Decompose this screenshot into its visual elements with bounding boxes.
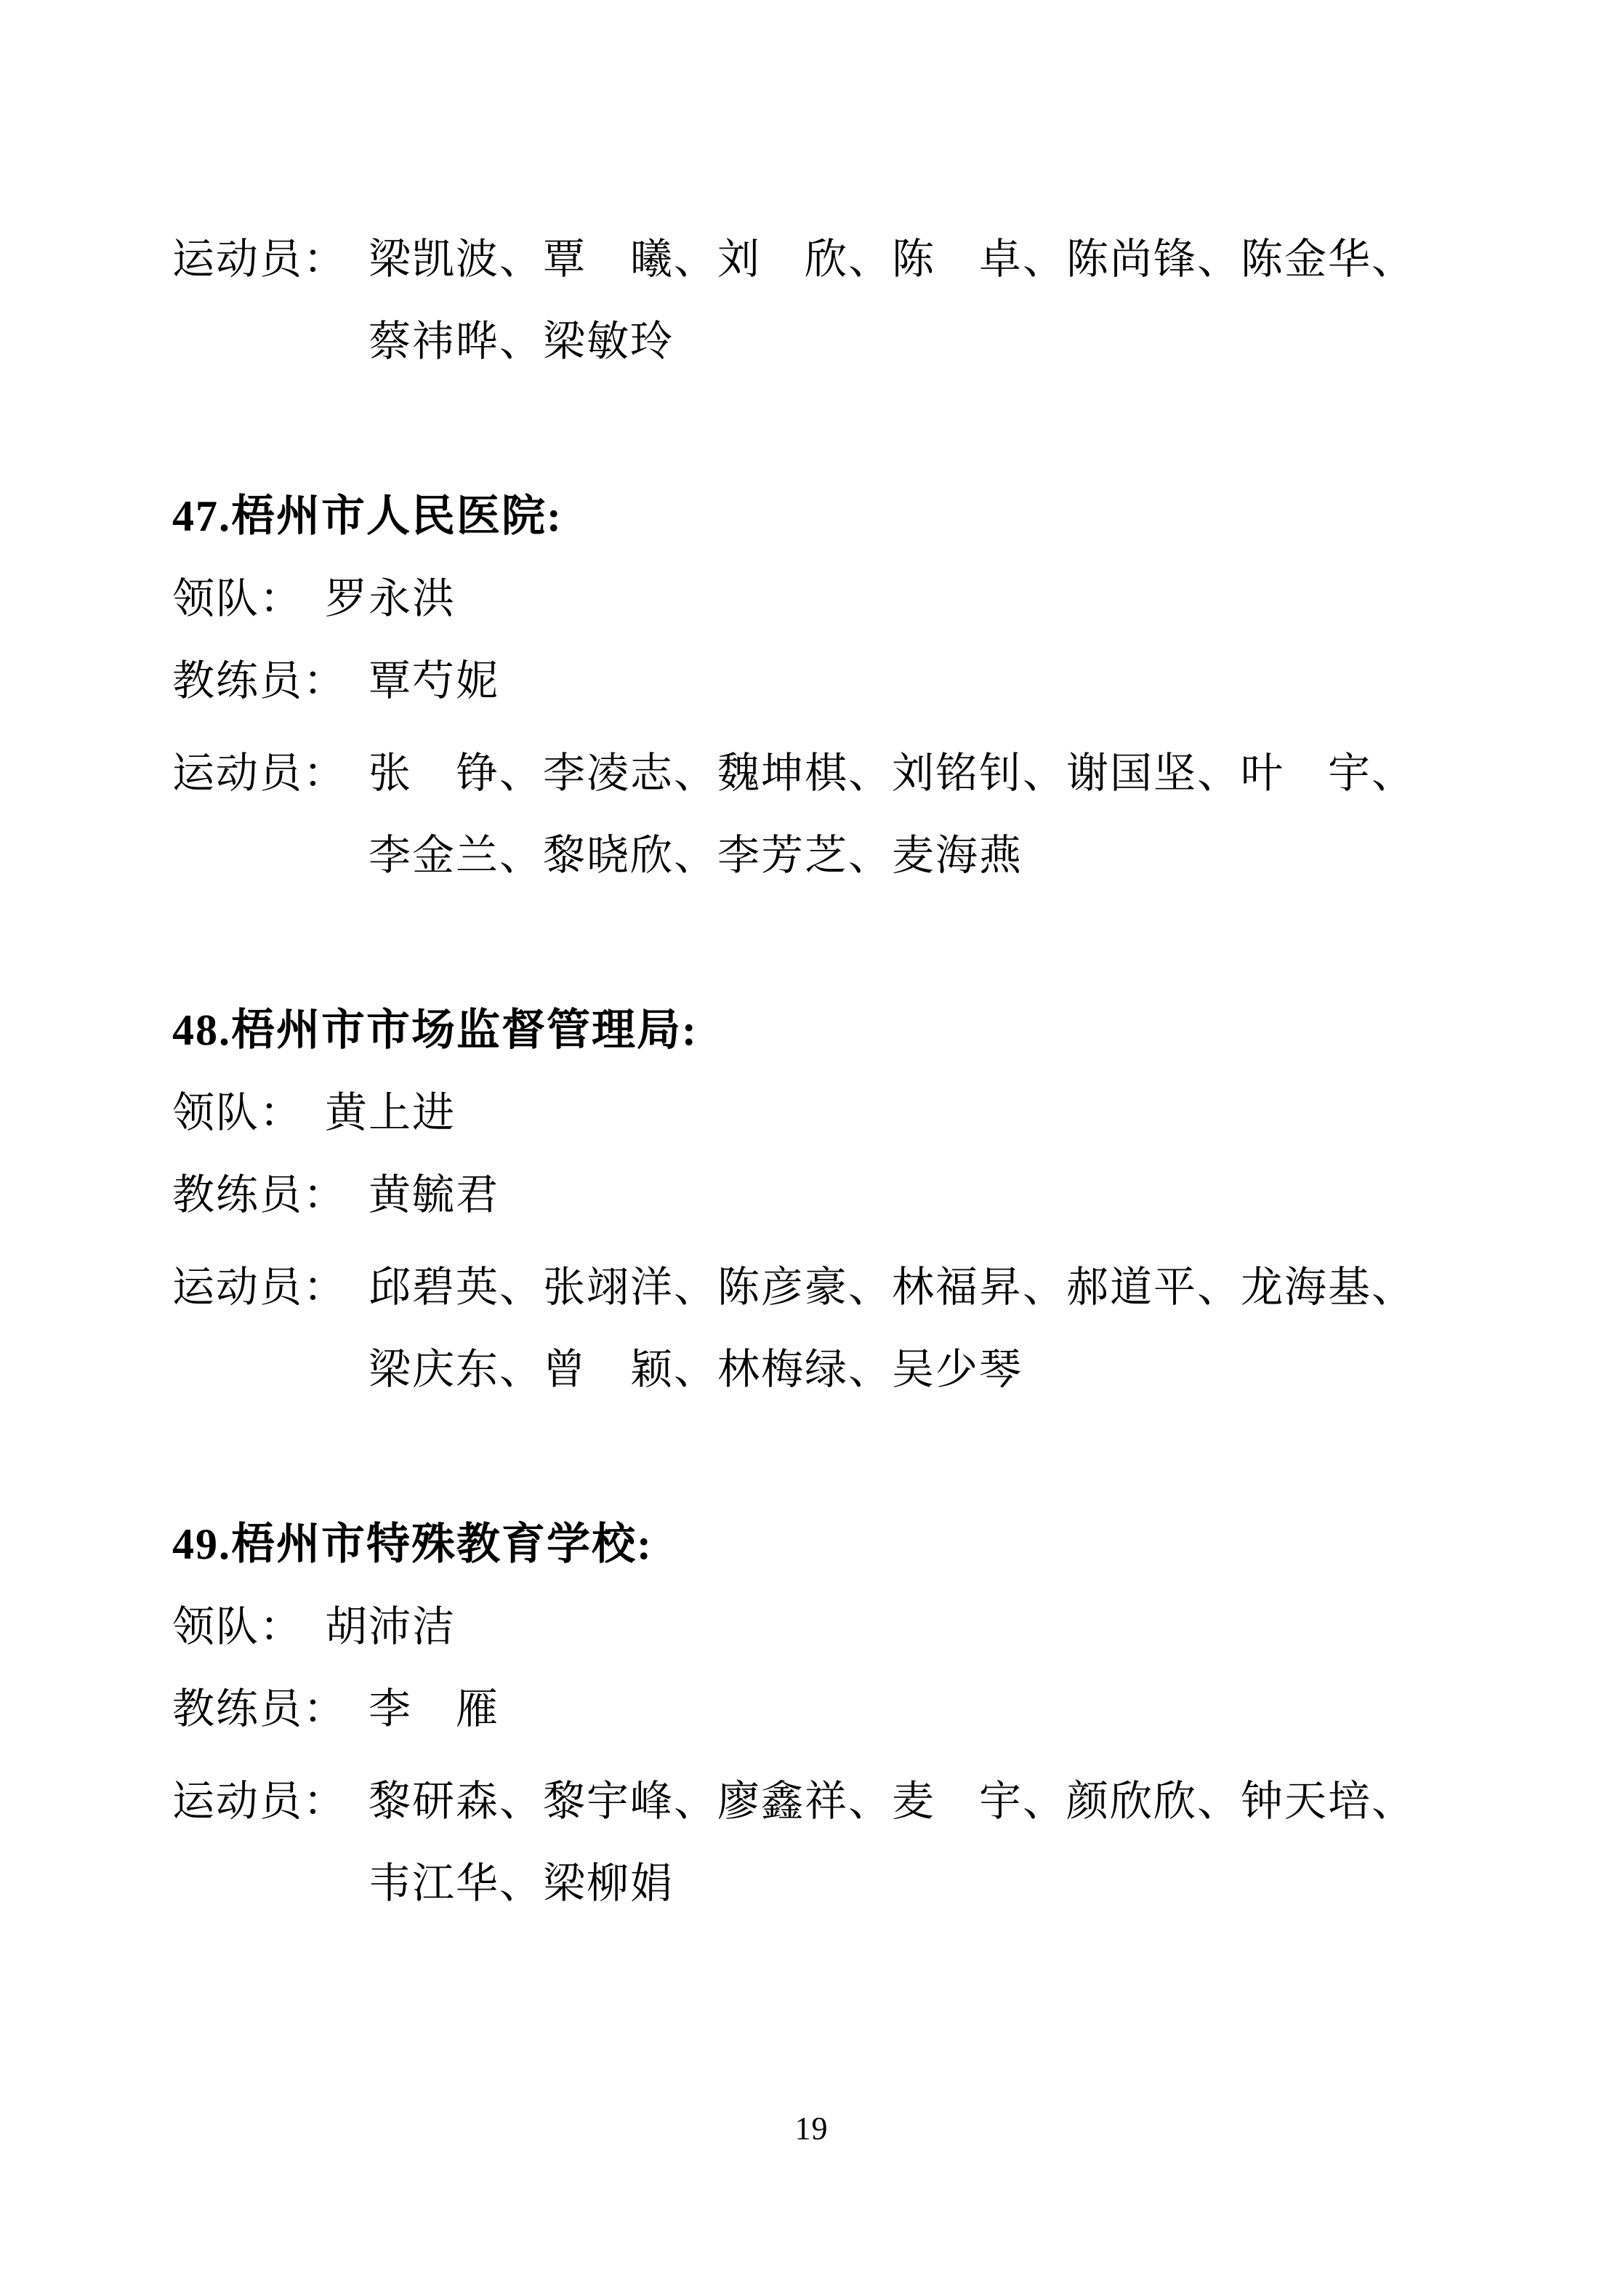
athletes-line-wrap bbox=[172, 814, 1441, 896]
athletes-names: 李金兰、黎晓欣、李芳芝、麦海燕 bbox=[369, 832, 1023, 879]
athletes-names: 邱碧英、张翊洋、陈彦豪、林福昇、郝道平、龙海基、 bbox=[369, 1264, 1416, 1311]
team-title: 49.梧州市特殊教育学校: bbox=[172, 1520, 653, 1568]
page-number: 19 bbox=[794, 2111, 829, 2146]
athletes-line bbox=[172, 732, 1441, 814]
athletes-label: 运动员： bbox=[172, 750, 347, 797]
leader-name: 罗永洪 bbox=[325, 575, 456, 622]
coach-name: 黄毓君 bbox=[369, 1171, 500, 1219]
coach-label: 教练员： bbox=[172, 1685, 347, 1733]
athletes-paragraph-continuation bbox=[172, 218, 1441, 382]
coach-label: 教练员： bbox=[172, 1171, 347, 1219]
leader-label: 领队： bbox=[172, 1089, 304, 1136]
athletes-names: 蔡祎晔、梁敏玲 bbox=[369, 318, 674, 365]
coach-name: 覃芍妮 bbox=[369, 657, 500, 705]
athletes-label: 运动员： bbox=[172, 1264, 347, 1311]
leader-line bbox=[172, 1586, 1441, 1668]
coach-name: 李 雁 bbox=[369, 1685, 500, 1733]
athletes-label: 运动员： bbox=[172, 1778, 347, 1825]
leader-label: 领队： bbox=[172, 575, 304, 622]
athletes-paragraph bbox=[172, 1246, 1441, 1410]
athletes-line bbox=[172, 1760, 1441, 1842]
athletes-line-wrap bbox=[172, 1328, 1441, 1410]
coach-line bbox=[172, 1668, 1441, 1750]
athletes-label: 运动员： bbox=[172, 236, 347, 283]
leader-name: 胡沛洁 bbox=[325, 1603, 456, 1650]
team-section-48 bbox=[172, 990, 1441, 1410]
coach-label: 教练员： bbox=[172, 657, 347, 705]
athletes-paragraph bbox=[172, 732, 1441, 896]
leader-name: 黄上进 bbox=[325, 1089, 456, 1136]
leader-line bbox=[172, 558, 1441, 640]
athletes-paragraph bbox=[172, 1760, 1441, 1924]
athletes-names: 韦江华、梁柳娟 bbox=[369, 1860, 674, 1907]
coach-line bbox=[172, 640, 1441, 722]
team-section-49 bbox=[172, 1504, 1441, 1924]
athletes-line bbox=[172, 218, 1441, 300]
athletes-line bbox=[172, 1246, 1441, 1328]
athletes-names: 梁凯波、覃 曦、刘 欣、陈 卓、陈尚锋、陈金华、 bbox=[369, 236, 1416, 283]
athletes-line-wrap bbox=[172, 1842, 1441, 1924]
athletes-line-wrap bbox=[172, 300, 1441, 382]
coach-line bbox=[172, 1154, 1441, 1236]
team-title: 47.梧州市人民医院: bbox=[172, 492, 563, 540]
athletes-names: 梁庆东、曾 颖、林梅绿、吴少琴 bbox=[369, 1346, 1023, 1393]
leader-line bbox=[172, 1072, 1441, 1154]
team-title: 48.梧州市市场监督管理局: bbox=[172, 1006, 698, 1054]
athletes-names: 黎研森、黎宇峰、廖鑫祥、麦 宇、颜欣欣、钟天培、 bbox=[369, 1778, 1416, 1825]
team-section-47 bbox=[172, 475, 1441, 896]
leader-label: 领队： bbox=[172, 1603, 304, 1650]
athletes-names: 张 铮、李凌志、魏坤棋、刘铭钊、谢国坚、叶 宇、 bbox=[369, 750, 1416, 797]
